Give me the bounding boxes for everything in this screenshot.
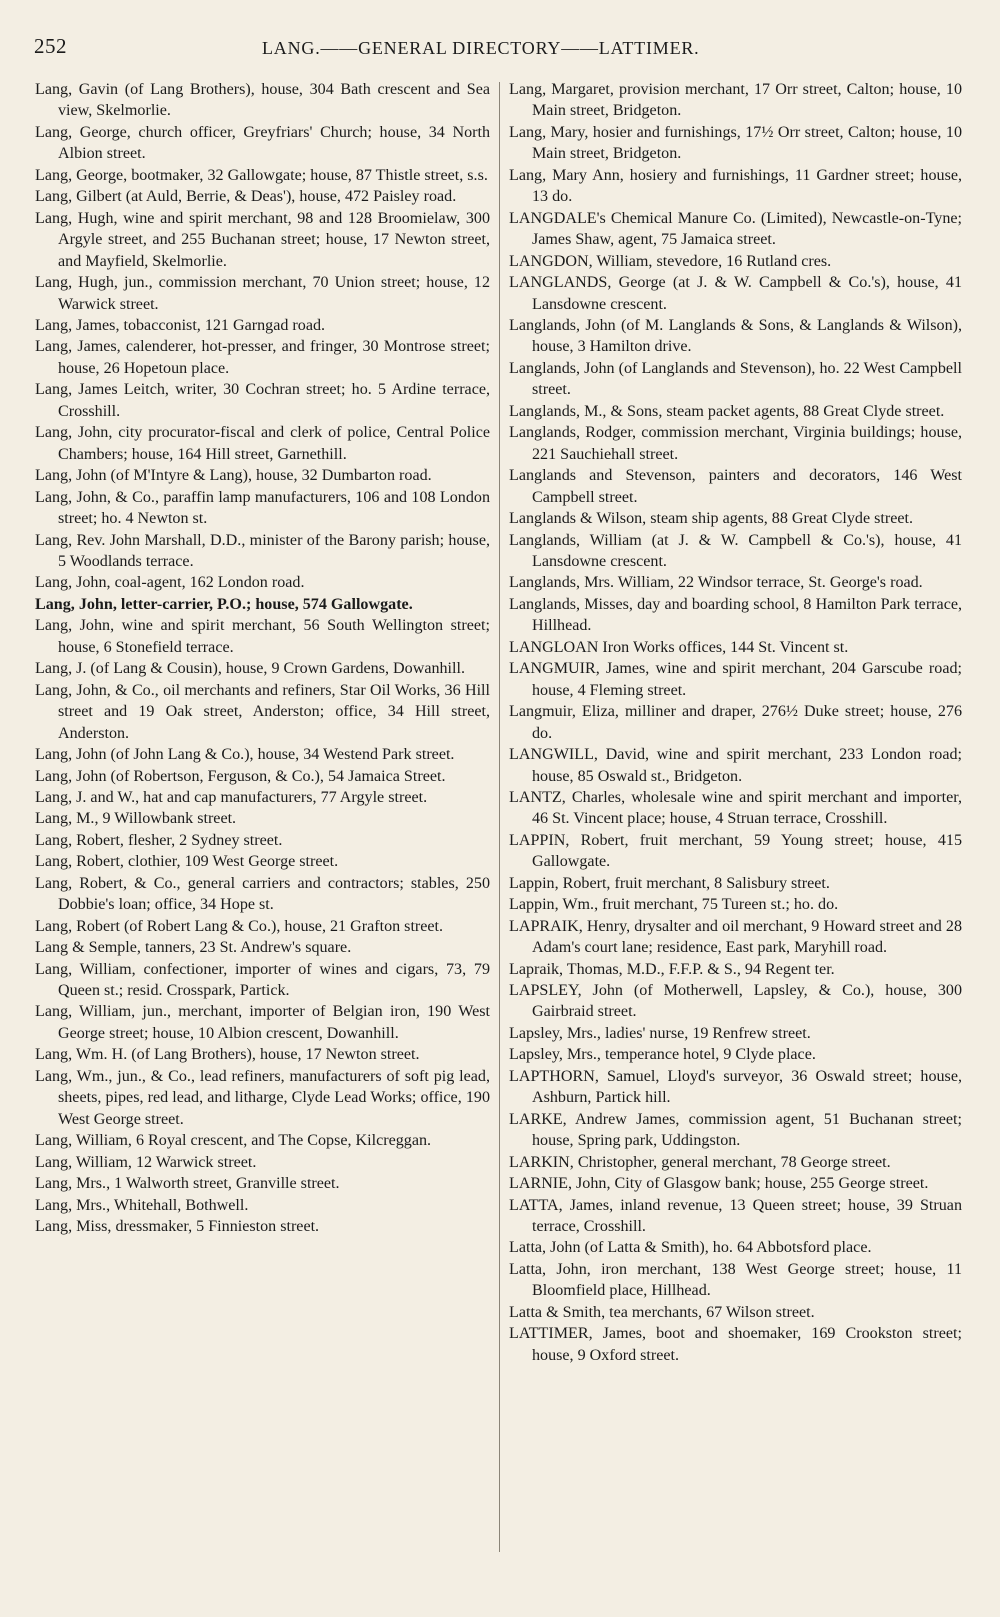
directory-entry: LANGMUIR, James, wine and spirit merchant, 204 Garscube road; house, 4 Fleming street. — [509, 660, 962, 699]
directory-entry: Lang, William, 12 Warwick street. — [35, 1153, 257, 1171]
directory-entry: Lang, Wm., jun., & Co., lead refiners, manufacturers of soft pig lead, sheets, pipes, red lead, and litharge, Clyde Lead Works; office, 190 West George street. — [35, 1067, 490, 1128]
directory-entry: Langlands, William (at J. & W. Campbell & Co.'s), house, 41 Lansdowne crescent. — [509, 531, 962, 570]
directory-entry: Langlands & Wilson, steam ship agents, 88 Great Clyde street. — [509, 510, 914, 528]
directory-entry: LAPPIN, Robert, fruit merchant, 59 Young street; house, 415 Gallowgate. — [509, 831, 962, 871]
directory-entry: Lappin, Robert, fruit merchant, 8 Salisbury street. — [509, 874, 830, 892]
directory-entry: Langlands, M., & Sons, steam packet agents, 88 Great Clyde street. — [509, 402, 945, 420]
page-header — [32, 34, 972, 64]
directory-entry: LARNIE, John, City of Glasgow bank; house, 255 George street. — [509, 1175, 929, 1193]
directory-entry: LANGLOAN Iron Works offices, 144 St. Vincent st. — [509, 638, 849, 656]
directory-entry: LARKIN, Christopher, general merchant, 78 George street. — [509, 1153, 891, 1171]
page-number: 252 — [34, 34, 67, 58]
directory-entry: Langmuir, Eliza, milliner and draper, 276½ Duke street; house, 276 do. — [509, 703, 962, 742]
directory-entry: Lang, John, city procurator-fiscal and clerk of police, Central Police Chambers; house, 164 Hill street, Garnethill. — [35, 424, 490, 463]
directory-entry: Lang, Mary Ann, hosiery and furnishings, 11 Gardner street; house, 13 do. — [509, 166, 962, 206]
directory-entry: Lang & Semple, tanners, 23 St. Andrew's square. — [35, 939, 352, 957]
directory-entry: Latta & Smith, tea merchants, 67 Wilson street. — [509, 1303, 815, 1321]
directory-entry: LANTZ, Charles, wholesale wine and spirit merchant and importer, 46 St. Vincent place; house, 4 Struan terrace, Crosshill. — [509, 788, 962, 828]
directory-entry: Lang, William, confectioner, importer of wines and cigars, 73, 79 Queen st.; resid. Crosspark, Partick. — [35, 960, 490, 1000]
directory-entry: Langlands, John (of M. Langlands & Sons, & Langlands & Wilson), house, 3 Hamilton drive. — [509, 316, 962, 356]
directory-entry: Lang, John (of Robertson, Ferguson, & Co.), 54 Jamaica Street. — [35, 767, 446, 785]
directory-entry: Lang, Hugh, jun., commission merchant, 70 Union street; house, 12 Warwick street. — [35, 274, 490, 313]
directory-entry: Lang, J. (of Lang & Cousin), house, 9 Crown Gardens, Dowanhill. — [35, 660, 465, 678]
directory-entry: Lang, James Leitch, writer, 30 Cochran street; ho. 5 Ardine terrace, Crosshill. — [35, 381, 490, 420]
directory-entry: Lang, Miss, dressmaker, 5 Finnieston street. — [35, 1218, 320, 1236]
directory-entry: Lang, Mrs., Whitehall, Bothwell. — [35, 1196, 249, 1214]
directory-entry: Lang, John (of John Lang & Co.), house, 34 Westend Park street. — [35, 746, 455, 764]
directory-entry: Lang, Robert (of Robert Lang & Co.), house, 21 Grafton street. — [35, 917, 444, 935]
directory-entry: Lang, Gavin (of Lang Brothers), house, 304 Bath crescent and Sea view, Skelmorlie. — [35, 81, 490, 120]
directory-entry: LAPSLEY, John (of Motherwell, Lapsley, & Co.), house, 300 Gairbraid street. — [509, 982, 962, 1021]
directory-entry: Lapsley, Mrs., ladies' nurse, 19 Renfrew street. — [509, 1024, 811, 1042]
directory-entry: Lang, Robert, clothier, 109 West George street. — [35, 853, 339, 871]
left-column — [35, 79, 490, 1237]
directory-entry: Lang, John (of M'Intyre & Lang), house, 32 Dumbarton road. — [35, 467, 432, 485]
directory-entry: Latta, John (of Latta & Smith), ho. 64 Abbotsford place. — [509, 1239, 872, 1257]
directory-entry: LANGWILL, David, wine and spirit merchant, 233 London road; house, 85 Oswald st., Bridgeton. — [509, 746, 962, 785]
directory-entry: Lang, George, church officer, Greyfriars' Church; house, 34 North Albion street. — [35, 123, 490, 163]
column-divider — [499, 82, 500, 1552]
directory-entry: Langlands, John (of Langlands and Stevenson), ho. 22 West Campbell street. — [509, 359, 962, 399]
directory-entry: Lang, John, coal-agent, 162 London road. — [35, 574, 305, 592]
directory-entry: LAPRAIK, Henry, drysalter and oil merchant, 9 Howard street and 28 Adam's court lane; residence, East park, Maryhill road. — [509, 917, 962, 957]
directory-entry: LANGDON, William, stevedore, 16 Rutland cres. — [509, 252, 832, 270]
directory-entry: Lang, Mrs., 1 Walworth street, Granville street. — [35, 1175, 340, 1193]
directory-entry: Langlands, Rodger, commission merchant, Virginia buildings; house, 221 Sauchiehall street. — [509, 424, 962, 463]
directory-entry: Lang, Rev. John Marshall, D.D., minister of the Barony parish; house, 5 Woodlands terrace. — [35, 531, 490, 570]
directory-entry: Lang, William, jun., merchant, importer of Belgian iron, 190 West George street; house, 10 Albion crescent, Dowanhill. — [35, 1003, 490, 1042]
directory-entry: Lang, Margaret, provision merchant, 17 Orr street, Calton; house, 10 Main street, Bridgeton. — [509, 81, 962, 120]
directory-entry: Lang, J. and W., hat and cap manufacturers, 77 Argyle street. — [35, 788, 428, 806]
directory-entry: Lapraik, Thomas, M.D., F.F.P. & S., 94 Regent ter. — [509, 960, 835, 978]
directory-entry: Lang, John, letter-carrier, P.O.; house, 574 Gallowgate. — [35, 595, 413, 613]
directory-entry: Langlands and Stevenson, painters and decorators, 146 West Campbell street. — [509, 467, 962, 506]
directory-entry: Lang, M., 9 Willowbank street. — [35, 810, 237, 828]
directory-entry: Lang, George, bootmaker, 32 Gallowgate; house, 87 Thistle street, s.s. — [35, 166, 488, 184]
directory-entry: LARKE, Andrew James, commission agent, 51 Buchanan street; house, Spring park, Uddingston. — [509, 1110, 962, 1150]
running-head: LANG.——GENERAL DIRECTORY——LATTIMER. — [262, 38, 700, 58]
directory-entry: Lang, James, calenderer, hot-presser, and fringer, 30 Montrose street; house, 26 Hopetoun place. — [35, 338, 490, 377]
directory-entry: LATTIMER, James, boot and shoemaker, 169 Crookston street; house, 9 Oxford street. — [509, 1325, 962, 1364]
directory-entry: Lang, Robert, & Co., general carriers and contractors; stables, 250 Dobbie's loan; office, 34 Hope st. — [35, 874, 490, 914]
directory-entry: Lang, John, wine and spirit merchant, 56 South Wellington street; house, 6 Stonefield terrace. — [35, 617, 490, 656]
directory-entry: Lang, Hugh, wine and spirit merchant, 98 and 128 Broomielaw, 300 Argyle street, and 255 Buchanan street; house, 17 Newton street, and Mayfield, Skelmorlie. — [35, 209, 490, 270]
directory-entry: Lang, Mary, hosier and furnishings, 17½ Orr street, Calton; house, 10 Main street, Bridgeton. — [509, 123, 962, 163]
directory-entry: Latta, John, iron merchant, 138 West George street; house, 11 Bloomfield place, Hillhead. — [509, 1260, 962, 1300]
directory-entry: Langlands, Misses, day and boarding school, 8 Hamilton Park terrace, Hillhead. — [509, 595, 962, 635]
directory-entry: Lang, Robert, flesher, 2 Sydney street. — [35, 831, 283, 849]
directory-entry: LAPTHORN, Samuel, Lloyd's surveyor, 36 Oswald street; house, Ashburn, Partick hill. — [509, 1067, 962, 1107]
directory-entry: Lang, James, tobacconist, 121 Garngad road. — [35, 316, 326, 334]
directory-entry: LANGDALE's Chemical Manure Co. (Limited), Newcastle-on-Tyne; James Shaw, agent, 75 Jamaica street. — [509, 209, 962, 249]
directory-entry: Lang, William, 6 Royal crescent, and The Copse, Kilcreggan. — [35, 1132, 432, 1150]
directory-entry: Langlands, Mrs. William, 22 Windsor terrace, St. George's road. — [509, 574, 923, 592]
directory-entry: Lapsley, Mrs., temperance hotel, 9 Clyde place. — [509, 1046, 816, 1064]
directory-entry: Lang, Gilbert (at Auld, Berrie, & Deas'), house, 472 Paisley road. — [35, 188, 457, 206]
directory-entry: LATTA, James, inland revenue, 13 Queen street; house, 39 Struan terrace, Crosshill. — [509, 1196, 962, 1236]
directory-entry: Lang, Wm. H. (of Lang Brothers), house, 17 Newton street. — [35, 1046, 420, 1064]
directory-entry: Lappin, Wm., fruit merchant, 75 Tureen st.; ho. do. — [509, 896, 839, 914]
directory-entry: Lang, John, & Co., oil merchants and refiners, Star Oil Works, 36 Hill street and 19 Oak street, Anderston; office, 34 Hill street, Anderston. — [35, 681, 490, 742]
right-column — [509, 79, 962, 1366]
directory-entry: Lang, John, & Co., paraffin lamp manufacturers, 106 and 108 London street; ho. 4 Newton st. — [35, 488, 490, 528]
directory-entry: LANGLANDS, George (at J. & W. Campbell & Co.'s), house, 41 Lansdowne crescent. — [509, 274, 962, 313]
